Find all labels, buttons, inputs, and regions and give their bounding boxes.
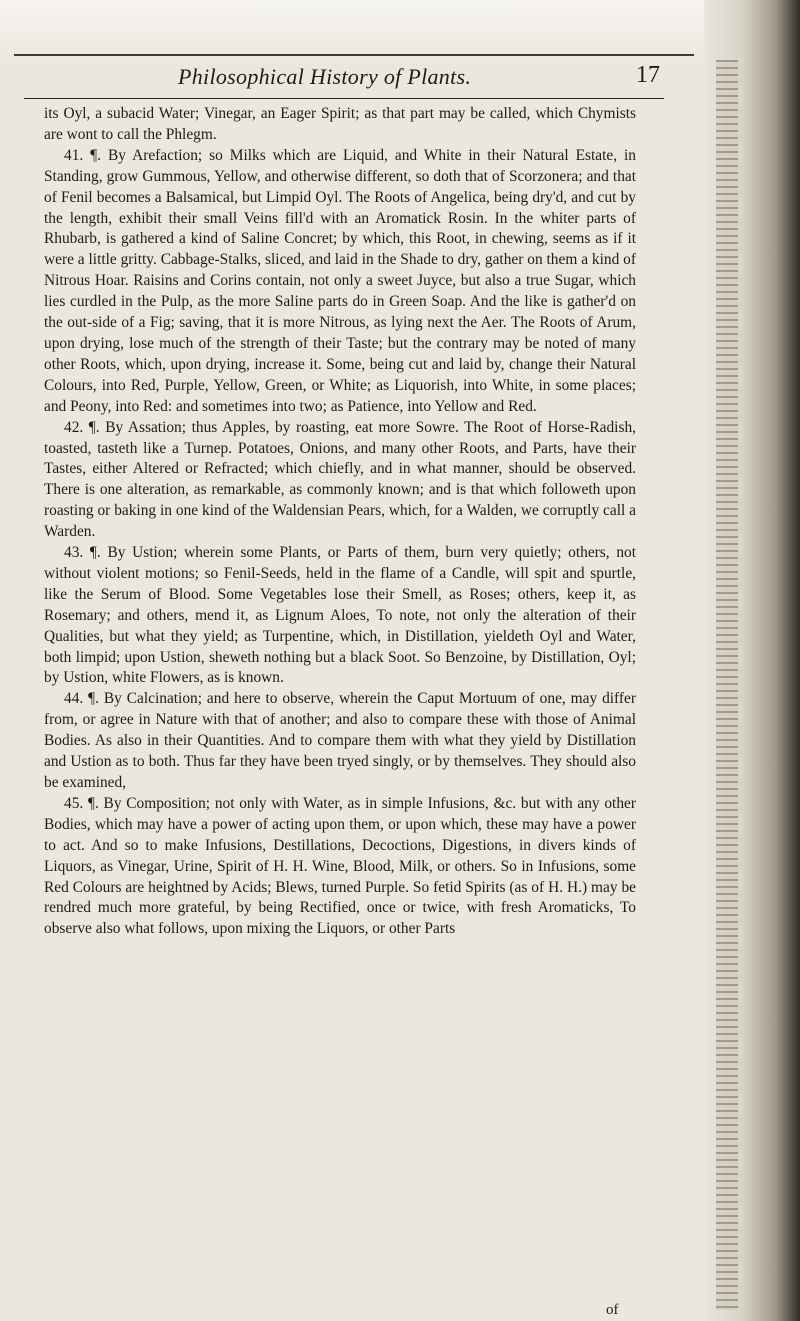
- paragraph-43-ustion: 43. ¶. By Ustion; wherein some Plants, or Parts of them, burn very quietly; others, not without violent motions; so Fenil-Seeds, held in the flame of a Candle, will spit and spurtle, like the Serum of Blood. Some Vegetables lose their Smell, as Roses; others, keep it, as Rosemary; and others, mend it, as Lignum Aloes, To note, not only the alteration of their Qualities, but what they yield; as Turpentine, which, in Distillation, yieldeth Oyl and Water, both limpid; upon Ustion, sheweth nothing but a black Soot. So Benzoine, by Distillation, Oyl; by Ustion, white Flowers, as is known.: [44, 544, 636, 687]
- book-page: [24, 62, 694, 1318]
- catchword: of: [606, 1302, 619, 1318]
- paragraph-45-composition: 45. ¶. By Composition; not only with Water, as in simple Infusions, &c. but with any other Bodies, which may have a power of acting upon them, or upon which, these may have a power to act. And so to make Infusions, Destillations, Decoctions, Digestions, in divers kinds of Liquors, as Vinegar, Urine, Spirit of H. H. Wine, Blood, Milk, or others. So in Infusions, some Red Colours are heightned by Acids; Blews, turned Purple. So fetid Spirits (as of H. H.) may be rendred much more grateful, by being Rectified, once or twice, with fresh Aromaticks, To observe also what follows, upon mixing the Liquors, or other Parts: [44, 794, 636, 938]
- paragraph-42-assation: 42. ¶. By Assation; thus Apples, by roasting, eat more Sowre. The Root of Horse-Radish, toasted, tasteth like a Turnep. Potatoes, Onions, and many other Roots, and Parts, have their Tastes, either Altered or Refracted; which chiefly, and in what manner, should be observed. There is one alteration, as remarkable, as commonly known; and is that which followeth upon roasting or baking in one kind of the Waldensian Pears, which, for a Walden, we corruptly call a Warden.: [44, 418, 636, 541]
- paragraph-41-arefaction: 41. ¶. By Arefaction; so Milks which are Liquid, and White in their Natural Estate, in Standing, grow Gummous, Yellow, and otherwise different, so doth that of Scorzonera; and that of Fenil becomes a Balsamical, but Limpid Oyl. The Roots of Angelica, being dry'd, and cut by the length, exhibit their small Veins fill'd with an Aromatick Rosin. In the whiter parts of Rhubarb, is gathered a kind of Saline Concret; by which, this Root, in chewing, seems as if it were a little gritty. Cabbage-Stalks, sliced, and laid in the Shade to dry, gather on them a kind of Nitrous Hoar. Raisins and Corins contain, not only a sweet Juyce, but also a true Sugar, which lies curdled in the Pulp, as the more Saline parts do in Green Soap. And the like is gather'd on the out-side of a Fig; saving, that it is more Nitrous, as lying next the Aer. The Roots of Arum, upon drying, lose much of the strength of their Taste; but the contrary may be noted of many other Roots, which, upon drying, increase it. Some, being cut and laid by, change their Natural Colours, into Red, Purple, Yellow, Green, or White; as Liquorish, into White, in some places; and Peony, into Red: and sometimes into two; as Patience, into Yellow and Red.: [44, 146, 636, 415]
- page-number: 17: [636, 62, 660, 88]
- running-head: Philosophical History of Plants.: [178, 64, 472, 89]
- page-edges-texture: [716, 60, 738, 1310]
- page-header: [24, 62, 664, 99]
- scan-margin-top: [0, 0, 800, 58]
- paragraph-44-calcination: 44. ¶. By Calcination; and here to observe, wherein the Caput Mortuum of one, may differ from, or agree in Nature with that of another; and also to compare these with those of Animal Bodies. As also in their Quantities. And to compare them with what they yield by Distillation and Ustion as to both. Thus far they have been tryed singly, or by themselves. They should also be examined,: [44, 690, 636, 791]
- scan-edge-rule: [14, 54, 694, 56]
- paragraph-continuation: its Oyl, a subacid Water; Vinegar, an Eager Spirit; as that part may be called, which Chymists are wont to call the Phlegm.: [44, 105, 636, 143]
- body-text: [44, 104, 636, 940]
